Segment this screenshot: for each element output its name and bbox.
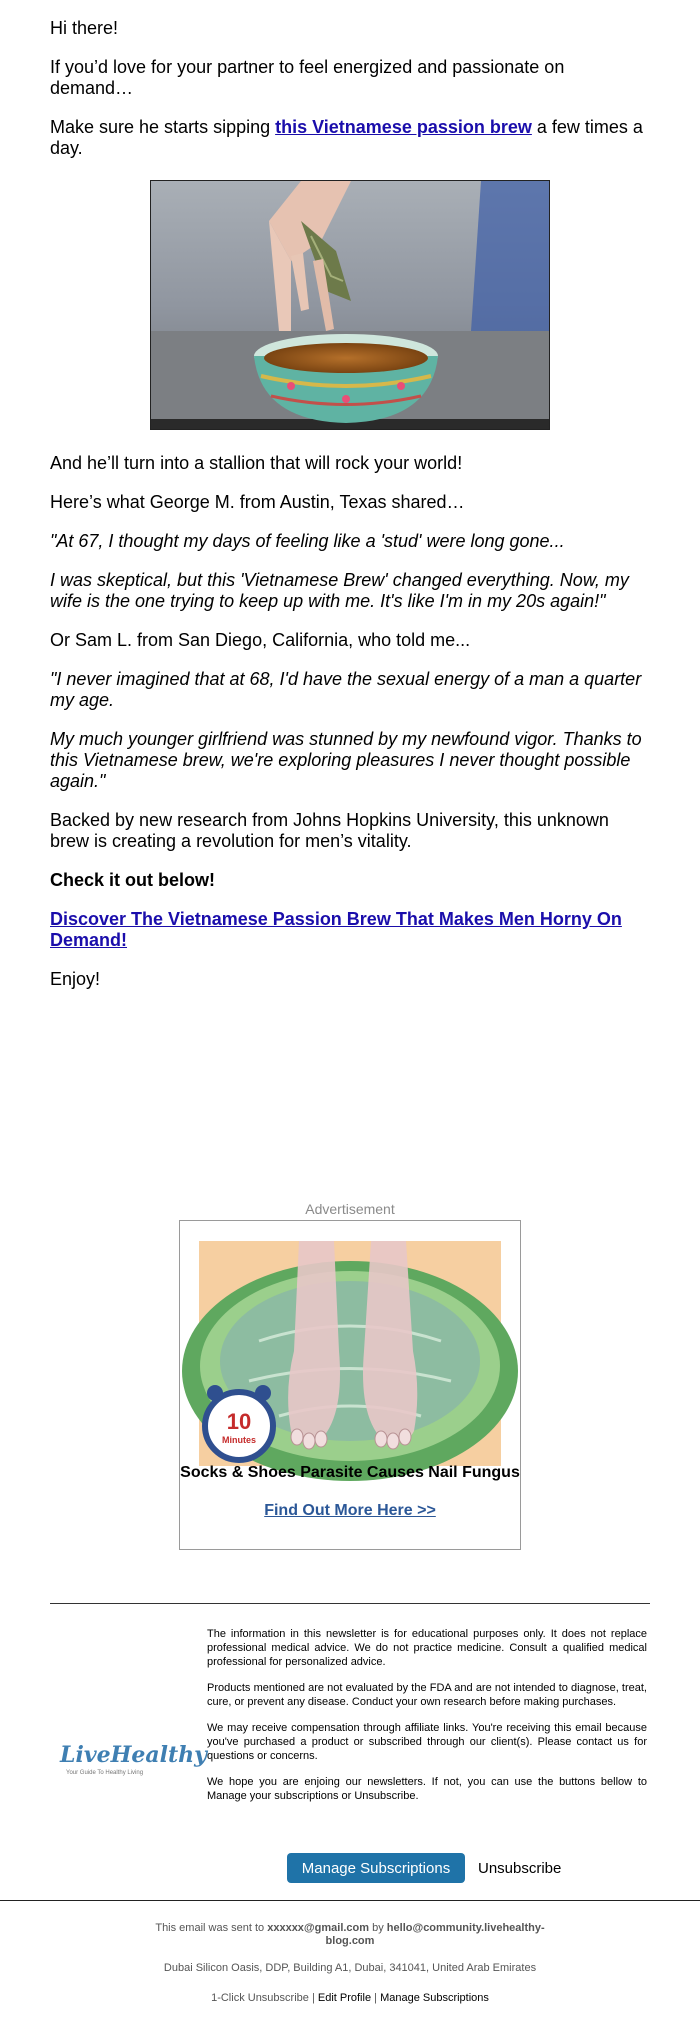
brew-text-after: a few times a day. [50, 117, 643, 158]
george-quote-2: I was skeptical, but this 'Vietnamese Brew' changed everything. Now, my wife is the one trying to keep up with me. It's like I'm in my 20s again!" [50, 570, 629, 611]
ad-link[interactable]: Find Out More Here >> [264, 1502, 436, 1519]
logo-graphic [60, 1738, 207, 1778]
email-body [50, 18, 650, 1008]
brew-link[interactable]: this Vietnamese passion brew [275, 117, 532, 137]
signoff: Enjoy! [50, 969, 101, 989]
logo-tagline: Your Guide To Healthy Living [66, 1770, 144, 1776]
disclaimer-affiliate: We may receive compensation through affiliate links. You're receiving this email because you've purchased a product or subscribed through our client(s). Please contact us for questions or concerns. [207, 1722, 647, 1762]
livehealthy-logo [60, 1738, 207, 1778]
intro-paragraph: If you’d love for your partner to feel energized and passionate on demand… [50, 57, 565, 98]
one-click-unsubscribe-link[interactable]: 1-Click Unsubscribe [211, 1992, 309, 2004]
footer-disclaimer [207, 1627, 647, 1815]
ad-box[interactable] [179, 1220, 521, 1550]
sent-notice [150, 1922, 550, 1948]
sent-by: by [369, 1922, 387, 1934]
manage-subscriptions-button[interactable]: Manage Subscriptions [287, 1853, 465, 1883]
sender-email[interactable]: hello@community.livehealthy-blog.com [325, 1922, 545, 1947]
timer-number: 10 [226, 1409, 252, 1434]
timer-unit: Minutes [221, 1435, 257, 1445]
unsubscribe-button[interactable]: Unsubscribe [478, 1859, 562, 1877]
george-quote-1: "At 67, I thought my days of feeling like a 'stud' were long gone... [50, 531, 565, 551]
sam-intro: Or Sam L. from San Diego, California, who told me... [50, 630, 471, 650]
manage-subscriptions-link[interactable]: Manage Subscriptions [380, 1992, 489, 2004]
ad-image-feet-soak[interactable] [199, 1241, 501, 1466]
footer-links [0, 1992, 700, 2004]
disclaimer-newsletter: We hope you are enjoing our newsletters. If not, you can use the buttons bellow to Manage your subscriptions or Unsubscribe. [207, 1776, 647, 1802]
brew-text-before: Make sure he starts sipping [50, 117, 276, 137]
sam-quote-2: My much younger girlfriend was stunned by my newfound vigor. Thanks to this Vietnamese brew, we're exploring pleasures I never thought possible again." [50, 729, 642, 791]
advertisement-label: Advertisement [305, 1201, 395, 1217]
recipient-email: xxxxxx@gmail.com [267, 1922, 370, 1934]
research-paragraph: Backed by new research from Johns Hopkins University, this unknown brew is creating a revolution for men’s vitality. [50, 810, 609, 851]
tea-bowl-illustration [151, 181, 549, 429]
stallion-paragraph: And he’ll turn into a stallion that will rock your world! [50, 453, 463, 473]
company-address: Dubai Silicon Oasis, DDP, Building A1, Dubai, 341041, United Arab Emirates [163, 1962, 537, 1974]
cta-link[interactable]: Discover The Vietnamese Passion Brew That Makes Men Horny On Demand! [50, 909, 622, 950]
sam-quote-1: "I never imagined that at 68, I'd have the sexual energy of a man a quarter my age. [50, 669, 642, 710]
logo-text: LiveHealthy [60, 1742, 207, 1768]
bottom-divider [0, 1900, 700, 1901]
greeting: Hi there! [50, 18, 119, 38]
alarm-clock-icon [205, 1385, 273, 1460]
brew-paragraph [50, 117, 650, 159]
sent-prefix: This email was sent to [155, 1922, 268, 1934]
feet-soak-illustration [199, 1241, 501, 1466]
edit-profile-link[interactable]: Edit Profile [317, 1992, 372, 2004]
disclaimer-fda: Products mentioned are not evaluated by the FDA and are not intended to diagnose, treat, cure, or prevent any disease. Conduct your own research before making purchases. [207, 1682, 647, 1708]
ad-title[interactable]: Socks & Shoes Parasite Causes Nail Fungus [180, 1464, 520, 1481]
hero-image-tea-bowl[interactable] [150, 180, 550, 430]
cta-paragraph [50, 909, 650, 951]
link-separator: | [308, 1992, 318, 2004]
footer-divider [50, 1603, 650, 1604]
george-intro: Here’s what George M. from Austin, Texas shared… [50, 492, 465, 512]
cta-heading: Check it out below! [50, 870, 216, 890]
disclaimer-educational: The information in this newsletter is for educational purposes only. It does not replace professional medical advice. We do not practice medicine. Consult a qualified medical professional for personalized advice. [207, 1628, 647, 1668]
link-separator: | [371, 1992, 381, 2004]
